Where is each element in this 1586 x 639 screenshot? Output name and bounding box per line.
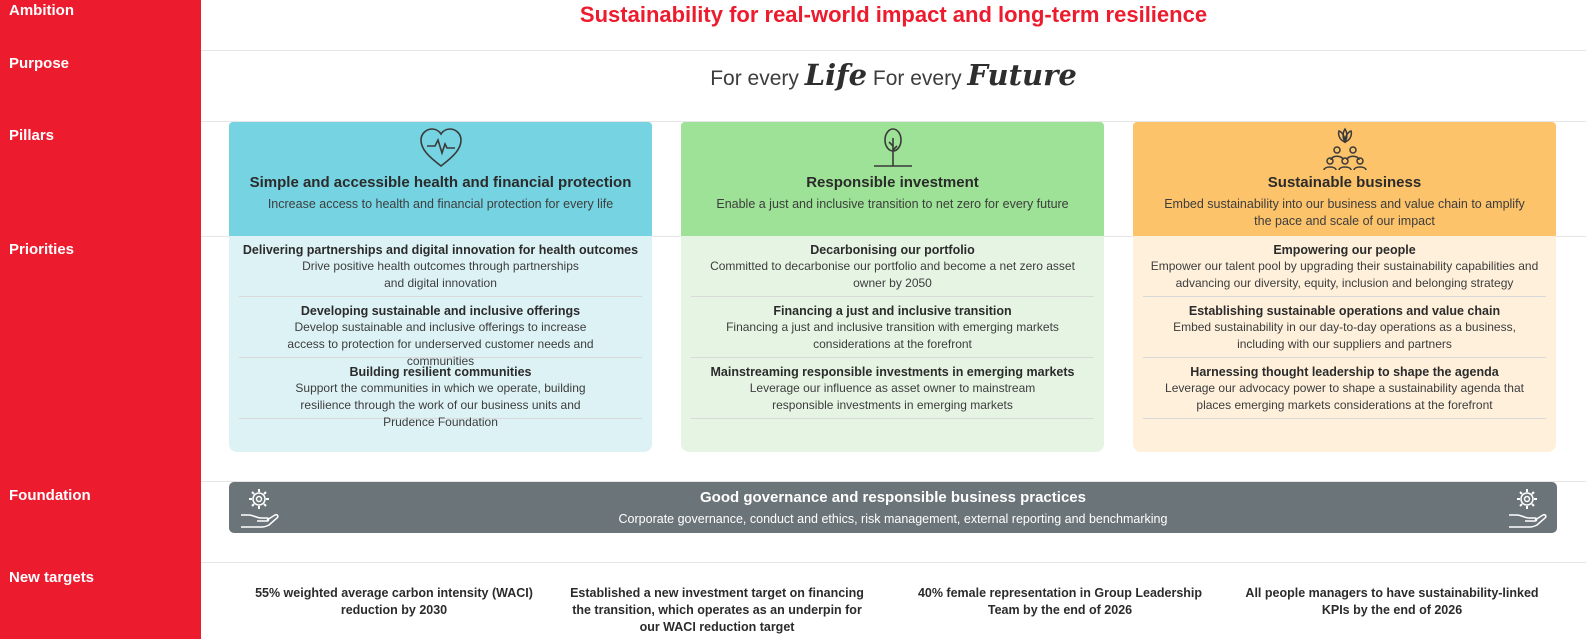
priority-item bbox=[1143, 358, 1546, 419]
priority-description: Leverage our influence as asset owner to mainstream responsible investments in emerging markets bbox=[749, 381, 1036, 412]
purpose-word-future: Future bbox=[967, 58, 1077, 92]
priority-item bbox=[239, 297, 642, 368]
priority-title: Financing a just and inclusive transition bbox=[773, 304, 1012, 318]
target-item: 55% weighted average carbon intensity (WACI) reduction by 2030 bbox=[255, 586, 533, 617]
foundation-bar bbox=[229, 482, 1557, 533]
pillar-description: Increase access to health and financial protection for every life bbox=[267, 197, 614, 211]
divider bbox=[201, 562, 1586, 563]
people-sprout-icon bbox=[1322, 126, 1368, 170]
priority-item bbox=[1143, 236, 1546, 297]
target-item: 40% female representation in Group Leadership Team by the end of 2026 bbox=[917, 586, 1203, 617]
pillar-description: Embed sustainability into our business and value chain to amplify the pace and scale of our impact bbox=[1164, 197, 1525, 228]
label-new-targets: New targets bbox=[9, 569, 95, 586]
ambition-title: Sustainability for real-world impact and long-term resilience bbox=[579, 2, 1208, 27]
divider bbox=[201, 50, 1586, 51]
pillar-title: Simple and accessible health and financial protection bbox=[249, 174, 632, 191]
gear-hand-icon bbox=[1505, 485, 1549, 529]
priority-title: Empowering our people bbox=[1273, 243, 1416, 257]
target-item: Established a new investment target on financing the transition, which operates as an underpin for our WACI reduction target bbox=[570, 586, 864, 634]
priority-description: Empower our talent pool by upgrading their sustainability capabilities and advancing our diversity, equity, inclusion and belonging strategy bbox=[1150, 259, 1539, 290]
pillar-sustainable-business bbox=[1133, 122, 1556, 236]
priority-title: Decarbonising our portfolio bbox=[810, 243, 975, 257]
priority-item bbox=[691, 297, 1094, 358]
priority-title: Mainstreaming responsible investments in emerging markets bbox=[710, 365, 1075, 379]
priority-title: Developing sustainable and inclusive offerings bbox=[300, 304, 581, 318]
priority-description: Support the communities in which we operate, building resilience through the work of our business units and Prudence Foundation bbox=[295, 381, 586, 429]
priority-title: Establishing sustainable operations and value chain bbox=[1188, 304, 1501, 318]
foundation-description: Corporate governance, conduct and ethics, risk management, external reporting and benchmarking bbox=[618, 512, 1168, 526]
priority-item bbox=[1143, 297, 1546, 358]
heart-pulse-icon bbox=[418, 126, 464, 170]
priorities-health bbox=[229, 236, 652, 452]
priority-item bbox=[239, 236, 642, 297]
foundation-title: Good governance and responsible business practices bbox=[700, 489, 1086, 506]
label-foundation: Foundation bbox=[9, 487, 91, 504]
purpose-word-life: Life bbox=[804, 58, 868, 92]
priority-title: Harnessing thought leadership to shape the agenda bbox=[1190, 365, 1499, 379]
priority-title: Building resilient communities bbox=[349, 365, 532, 379]
sidebar bbox=[0, 0, 201, 639]
priority-item bbox=[691, 236, 1094, 297]
priority-description: Develop sustainable and inclusive offerings to increase access to protection for underserved customer needs and communities bbox=[287, 320, 594, 368]
pillar-title: Sustainable business bbox=[1267, 174, 1422, 191]
label-pillars: Pillars bbox=[9, 127, 55, 144]
pillar-investment bbox=[681, 122, 1104, 236]
priority-description: Leverage our advocacy power to shape a sustainability agenda that places emerging markets considerations at the forefront bbox=[1165, 381, 1524, 412]
label-purpose: Purpose bbox=[9, 55, 70, 72]
priority-description: Financing a just and inclusive transition with emerging markets considerations at the forefront bbox=[726, 320, 1059, 351]
pillar-title: Responsible investment bbox=[806, 174, 979, 191]
priority-description: Embed sustainability in our day-to-day operations as a business, including with our suppliers and partners bbox=[1173, 320, 1516, 351]
priorities-sustainable-business bbox=[1133, 236, 1556, 452]
priority-item bbox=[239, 358, 642, 429]
purpose-statement bbox=[201, 58, 1586, 92]
pillar-health bbox=[229, 122, 652, 236]
tree-icon bbox=[870, 126, 916, 170]
priority-item bbox=[691, 358, 1094, 419]
pillar-description: Enable a just and inclusive transition to net zero for every future bbox=[716, 197, 1069, 211]
priorities-investment bbox=[681, 236, 1104, 452]
purpose-prefix: For every bbox=[710, 67, 805, 90]
label-priorities: Priorities bbox=[9, 241, 75, 258]
priority-title: Delivering partnerships and digital innovation for health outcomes bbox=[242, 243, 639, 257]
label-ambition: Ambition bbox=[9, 2, 74, 19]
priority-description: Drive positive health outcomes through partnerships and digital innovation bbox=[302, 259, 579, 290]
purpose-prefix: For every bbox=[867, 67, 968, 90]
priority-description: Committed to decarbonise our portfolio and become a net zero asset owner by 2050 bbox=[710, 259, 1075, 290]
target-item: All people managers to have sustainability-linked KPIs by the end of 2026 bbox=[1245, 586, 1539, 617]
